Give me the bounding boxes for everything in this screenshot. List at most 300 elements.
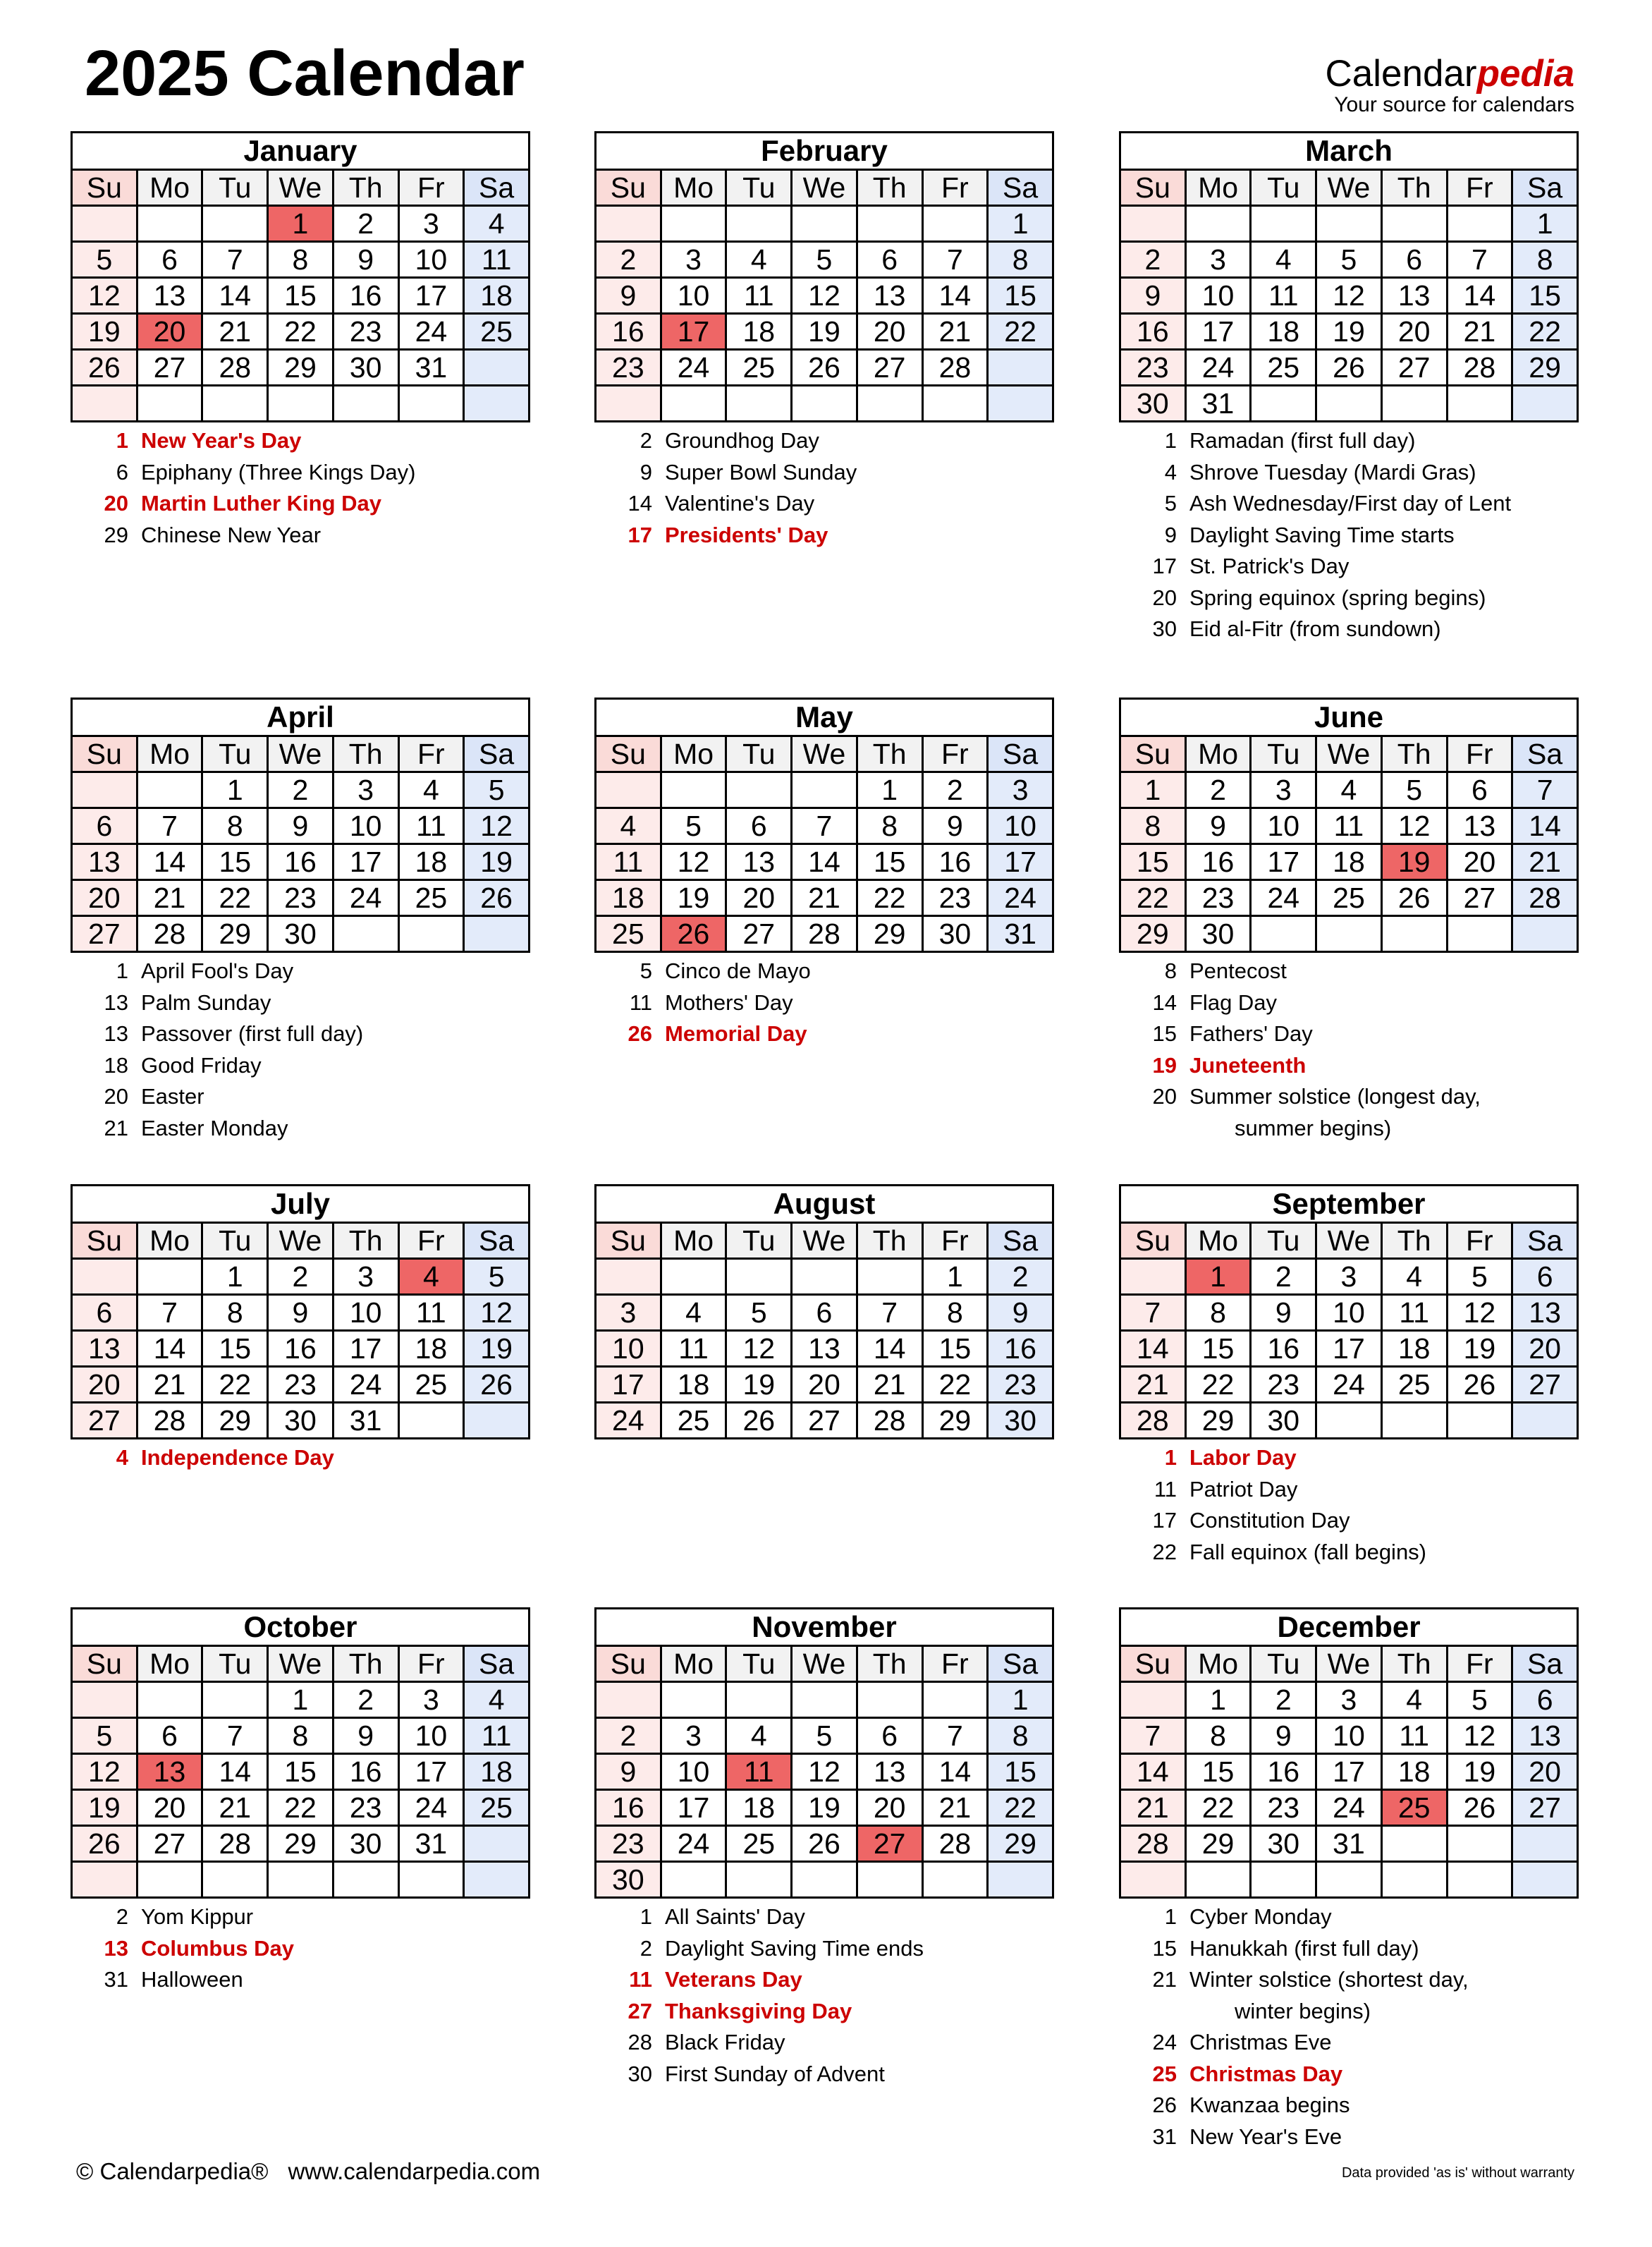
day-cell[interactable]: 20 [857, 1790, 922, 1826]
day-cell[interactable]: 25 [1381, 1367, 1447, 1403]
day-cell[interactable]: 19 [1447, 1331, 1512, 1367]
day-cell[interactable]: 22 [988, 1790, 1053, 1826]
day-cell[interactable]: 7 [137, 1295, 202, 1331]
day-cell[interactable]: 1 [988, 1682, 1053, 1718]
day-cell[interactable]: 24 [1251, 880, 1316, 916]
day-cell[interactable]: 2 [922, 772, 988, 808]
day-cell[interactable]: 22 [1120, 880, 1186, 916]
day-cell[interactable]: 13 [726, 844, 792, 880]
day-cell[interactable]: 22 [1185, 1790, 1251, 1826]
day-cell[interactable]: 14 [922, 278, 988, 314]
day-cell[interactable]: 5 [72, 242, 137, 278]
day-cell[interactable]: 7 [1120, 1718, 1186, 1754]
day-cell[interactable]: 22 [202, 880, 268, 916]
day-cell[interactable]: 29 [202, 1403, 268, 1439]
day-cell[interactable]: 24 [1316, 1367, 1382, 1403]
day-cell[interactable]: 12 [464, 1295, 530, 1331]
day-cell[interactable]: 21 [1120, 1790, 1186, 1826]
day-cell[interactable]: 12 [72, 278, 137, 314]
day-cell[interactable]: 22 [857, 880, 922, 916]
day-cell[interactable]: 9 [333, 242, 398, 278]
day-cell[interactable]: 12 [1447, 1718, 1512, 1754]
day-cell[interactable]: 25 [596, 916, 661, 952]
day-cell[interactable]: 4 [726, 242, 792, 278]
day-cell[interactable]: 14 [137, 844, 202, 880]
day-cell[interactable]: 2 [333, 206, 398, 242]
day-cell[interactable]: 25 [726, 350, 792, 386]
day-cell[interactable]: 27 [726, 916, 792, 952]
day-cell[interactable]: 19 [464, 1331, 530, 1367]
day-cell[interactable]: 11 [1251, 278, 1316, 314]
day-cell[interactable]: 15 [202, 1331, 268, 1367]
day-cell[interactable]: 23 [1120, 350, 1186, 386]
day-cell[interactable]: 30 [596, 1862, 661, 1898]
day-cell[interactable]: 18 [726, 1790, 792, 1826]
day-cell[interactable]: 21 [792, 880, 857, 916]
day-cell[interactable]: 6 [137, 1718, 202, 1754]
day-cell[interactable]: 4 [1316, 772, 1382, 808]
footer-url-link[interactable]: www.calendarpedia.com [288, 2158, 541, 2184]
day-cell[interactable]: 3 [596, 1295, 661, 1331]
day-cell[interactable]: 23 [922, 880, 988, 916]
day-cell[interactable]: 14 [1512, 808, 1578, 844]
day-cell[interactable]: 11 [1316, 808, 1382, 844]
day-cell[interactable]: 5 [1447, 1259, 1512, 1295]
day-cell[interactable]: 28 [1447, 350, 1512, 386]
day-cell[interactable]: 1 [202, 1259, 268, 1295]
day-cell[interactable]: 20 [1381, 314, 1447, 350]
day-cell[interactable]: 11 [1381, 1718, 1447, 1754]
day-cell[interactable]: 21 [1447, 314, 1512, 350]
day-cell[interactable]: 4 [1381, 1682, 1447, 1718]
day-cell[interactable]: 27 [857, 1826, 922, 1862]
day-cell[interactable]: 6 [857, 1718, 922, 1754]
day-cell[interactable]: 25 [398, 880, 464, 916]
day-cell[interactable]: 8 [1512, 242, 1578, 278]
day-cell[interactable]: 16 [1251, 1754, 1316, 1790]
day-cell[interactable]: 17 [1316, 1754, 1382, 1790]
day-cell[interactable]: 3 [1316, 1682, 1382, 1718]
day-cell[interactable]: 15 [1185, 1754, 1251, 1790]
day-cell[interactable]: 20 [137, 1790, 202, 1826]
day-cell[interactable]: 13 [137, 1754, 202, 1790]
day-cell[interactable]: 8 [1185, 1295, 1251, 1331]
day-cell[interactable]: 20 [72, 880, 137, 916]
day-cell[interactable]: 14 [202, 1754, 268, 1790]
day-cell[interactable]: 11 [398, 1295, 464, 1331]
day-cell[interactable]: 9 [1120, 278, 1186, 314]
day-cell[interactable]: 17 [1316, 1331, 1382, 1367]
day-cell[interactable]: 15 [988, 278, 1053, 314]
day-cell[interactable]: 29 [1185, 1403, 1251, 1439]
brand-logo[interactable] [1325, 55, 1574, 116]
day-cell[interactable]: 18 [1251, 314, 1316, 350]
day-cell[interactable]: 20 [1512, 1331, 1578, 1367]
day-cell[interactable]: 4 [464, 206, 530, 242]
day-cell[interactable]: 7 [922, 1718, 988, 1754]
day-cell[interactable]: 4 [398, 1259, 464, 1295]
day-cell[interactable]: 26 [72, 1826, 137, 1862]
day-cell[interactable]: 13 [1447, 808, 1512, 844]
day-cell[interactable]: 4 [726, 1718, 792, 1754]
day-cell[interactable]: 28 [922, 1826, 988, 1862]
day-cell[interactable]: 28 [1120, 1403, 1186, 1439]
day-cell[interactable]: 8 [202, 808, 268, 844]
day-cell[interactable]: 18 [1316, 844, 1382, 880]
day-cell[interactable]: 2 [1251, 1682, 1316, 1718]
day-cell[interactable]: 26 [464, 880, 530, 916]
day-cell[interactable]: 6 [792, 1295, 857, 1331]
day-cell[interactable]: 27 [792, 1403, 857, 1439]
day-cell[interactable]: 24 [398, 314, 464, 350]
day-cell[interactable]: 13 [1512, 1295, 1578, 1331]
day-cell[interactable]: 28 [922, 350, 988, 386]
day-cell[interactable]: 27 [137, 1826, 202, 1862]
day-cell[interactable]: 15 [1512, 278, 1578, 314]
day-cell[interactable]: 17 [988, 844, 1053, 880]
day-cell[interactable]: 27 [72, 916, 137, 952]
day-cell[interactable]: 1 [268, 1682, 334, 1718]
day-cell[interactable]: 5 [661, 808, 726, 844]
day-cell[interactable]: 24 [988, 880, 1053, 916]
day-cell[interactable]: 30 [333, 1826, 398, 1862]
day-cell[interactable]: 7 [1120, 1295, 1186, 1331]
day-cell[interactable]: 9 [1251, 1295, 1316, 1331]
day-cell[interactable]: 7 [202, 242, 268, 278]
day-cell[interactable]: 28 [857, 1403, 922, 1439]
day-cell[interactable]: 3 [398, 1682, 464, 1718]
day-cell[interactable]: 24 [596, 1403, 661, 1439]
day-cell[interactable]: 3 [1251, 772, 1316, 808]
day-cell[interactable]: 5 [72, 1718, 137, 1754]
day-cell[interactable]: 4 [661, 1295, 726, 1331]
day-cell[interactable]: 16 [922, 844, 988, 880]
day-cell[interactable]: 30 [1120, 386, 1186, 422]
day-cell[interactable]: 19 [72, 1790, 137, 1826]
day-cell[interactable]: 26 [72, 350, 137, 386]
day-cell[interactable]: 10 [1251, 808, 1316, 844]
day-cell[interactable]: 25 [661, 1403, 726, 1439]
day-cell[interactable]: 3 [988, 772, 1053, 808]
day-cell[interactable]: 6 [857, 242, 922, 278]
day-cell[interactable]: 12 [726, 1331, 792, 1367]
day-cell[interactable]: 17 [661, 1790, 726, 1826]
day-cell[interactable]: 20 [726, 880, 792, 916]
day-cell[interactable]: 13 [72, 844, 137, 880]
day-cell[interactable]: 21 [922, 1790, 988, 1826]
day-cell[interactable]: 29 [268, 1826, 334, 1862]
day-cell[interactable]: 17 [398, 278, 464, 314]
day-cell[interactable]: 3 [398, 206, 464, 242]
day-cell[interactable]: 20 [137, 314, 202, 350]
day-cell[interactable]: 1 [1185, 1682, 1251, 1718]
day-cell[interactable]: 20 [857, 314, 922, 350]
day-cell[interactable]: 6 [1447, 772, 1512, 808]
day-cell[interactable]: 30 [1251, 1826, 1316, 1862]
day-cell[interactable]: 22 [988, 314, 1053, 350]
day-cell[interactable]: 1 [988, 206, 1053, 242]
day-cell[interactable]: 3 [333, 1259, 398, 1295]
day-cell[interactable]: 23 [1185, 880, 1251, 916]
day-cell[interactable]: 21 [1512, 844, 1578, 880]
day-cell[interactable]: 31 [1185, 386, 1251, 422]
day-cell[interactable]: 11 [661, 1331, 726, 1367]
day-cell[interactable]: 21 [922, 314, 988, 350]
day-cell[interactable]: 11 [596, 844, 661, 880]
day-cell[interactable]: 2 [988, 1259, 1053, 1295]
day-cell[interactable]: 27 [857, 350, 922, 386]
day-cell[interactable]: 1 [268, 206, 334, 242]
day-cell[interactable]: 5 [726, 1295, 792, 1331]
day-cell[interactable]: 21 [202, 1790, 268, 1826]
day-cell[interactable]: 7 [1512, 772, 1578, 808]
day-cell[interactable]: 24 [1185, 350, 1251, 386]
day-cell[interactable]: 17 [596, 1367, 661, 1403]
day-cell[interactable]: 10 [398, 242, 464, 278]
day-cell[interactable]: 17 [333, 1331, 398, 1367]
day-cell[interactable]: 12 [72, 1754, 137, 1790]
day-cell[interactable]: 13 [857, 278, 922, 314]
day-cell[interactable]: 13 [137, 278, 202, 314]
day-cell[interactable]: 20 [1447, 844, 1512, 880]
day-cell[interactable]: 7 [857, 1295, 922, 1331]
day-cell[interactable]: 27 [72, 1403, 137, 1439]
day-cell[interactable]: 9 [596, 1754, 661, 1790]
day-cell[interactable]: 22 [922, 1367, 988, 1403]
day-cell[interactable]: 25 [1316, 880, 1382, 916]
day-cell[interactable]: 24 [1316, 1790, 1382, 1826]
day-cell[interactable]: 14 [857, 1331, 922, 1367]
day-cell[interactable]: 16 [596, 1790, 661, 1826]
day-cell[interactable]: 15 [857, 844, 922, 880]
day-cell[interactable]: 31 [988, 916, 1053, 952]
day-cell[interactable]: 28 [137, 916, 202, 952]
day-cell[interactable]: 20 [72, 1367, 137, 1403]
day-cell[interactable]: 25 [1251, 350, 1316, 386]
day-cell[interactable]: 5 [1316, 242, 1382, 278]
day-cell[interactable]: 27 [1512, 1790, 1578, 1826]
day-cell[interactable]: 3 [661, 242, 726, 278]
day-cell[interactable]: 11 [464, 1718, 530, 1754]
day-cell[interactable]: 21 [1120, 1367, 1186, 1403]
day-cell[interactable]: 1 [202, 772, 268, 808]
day-cell[interactable]: 30 [988, 1403, 1053, 1439]
day-cell[interactable]: 16 [1120, 314, 1186, 350]
day-cell[interactable]: 16 [988, 1331, 1053, 1367]
day-cell[interactable]: 7 [792, 808, 857, 844]
day-cell[interactable]: 19 [792, 314, 857, 350]
day-cell[interactable]: 18 [464, 1754, 530, 1790]
day-cell[interactable]: 10 [661, 1754, 726, 1790]
day-cell[interactable]: 12 [464, 808, 530, 844]
day-cell[interactable]: 22 [1185, 1367, 1251, 1403]
day-cell[interactable]: 15 [202, 844, 268, 880]
day-cell[interactable]: 1 [1120, 772, 1186, 808]
day-cell[interactable]: 29 [268, 350, 334, 386]
day-cell[interactable]: 2 [1120, 242, 1186, 278]
day-cell[interactable]: 23 [596, 1826, 661, 1862]
day-cell[interactable]: 19 [792, 1790, 857, 1826]
day-cell[interactable]: 6 [137, 242, 202, 278]
day-cell[interactable]: 1 [922, 1259, 988, 1295]
day-cell[interactable]: 4 [1381, 1259, 1447, 1295]
day-cell[interactable]: 2 [1185, 772, 1251, 808]
day-cell[interactable]: 13 [1512, 1718, 1578, 1754]
day-cell[interactable]: 19 [1447, 1754, 1512, 1790]
day-cell[interactable]: 4 [398, 772, 464, 808]
day-cell[interactable]: 6 [1512, 1682, 1578, 1718]
day-cell[interactable]: 29 [1185, 1826, 1251, 1862]
day-cell[interactable]: 21 [137, 880, 202, 916]
day-cell[interactable]: 16 [1251, 1331, 1316, 1367]
day-cell[interactable]: 10 [596, 1331, 661, 1367]
day-cell[interactable]: 6 [1512, 1259, 1578, 1295]
day-cell[interactable]: 5 [1447, 1682, 1512, 1718]
day-cell[interactable]: 31 [1316, 1826, 1382, 1862]
day-cell[interactable]: 16 [333, 1754, 398, 1790]
day-cell[interactable]: 12 [661, 844, 726, 880]
day-cell[interactable]: 10 [333, 1295, 398, 1331]
day-cell[interactable]: 23 [1251, 1367, 1316, 1403]
day-cell[interactable]: 8 [1120, 808, 1186, 844]
day-cell[interactable]: 14 [1447, 278, 1512, 314]
day-cell[interactable]: 4 [464, 1682, 530, 1718]
day-cell[interactable]: 9 [988, 1295, 1053, 1331]
day-cell[interactable]: 26 [661, 916, 726, 952]
day-cell[interactable]: 19 [661, 880, 726, 916]
day-cell[interactable]: 9 [1185, 808, 1251, 844]
day-cell[interactable]: 24 [661, 1826, 726, 1862]
day-cell[interactable]: 11 [726, 278, 792, 314]
day-cell[interactable]: 8 [922, 1295, 988, 1331]
day-cell[interactable]: 30 [1251, 1403, 1316, 1439]
day-cell[interactable]: 26 [464, 1367, 530, 1403]
day-cell[interactable]: 28 [1120, 1826, 1186, 1862]
day-cell[interactable]: 14 [1120, 1754, 1186, 1790]
day-cell[interactable]: 10 [1185, 278, 1251, 314]
day-cell[interactable]: 22 [202, 1367, 268, 1403]
day-cell[interactable]: 21 [202, 314, 268, 350]
day-cell[interactable]: 14 [137, 1331, 202, 1367]
day-cell[interactable]: 7 [1447, 242, 1512, 278]
day-cell[interactable]: 26 [726, 1403, 792, 1439]
day-cell[interactable]: 14 [792, 844, 857, 880]
day-cell[interactable]: 26 [792, 350, 857, 386]
day-cell[interactable]: 23 [333, 1790, 398, 1826]
day-cell[interactable]: 18 [726, 314, 792, 350]
day-cell[interactable]: 15 [268, 1754, 334, 1790]
day-cell[interactable]: 16 [1185, 844, 1251, 880]
day-cell[interactable]: 24 [333, 1367, 398, 1403]
day-cell[interactable]: 29 [1512, 350, 1578, 386]
day-cell[interactable]: 18 [596, 880, 661, 916]
day-cell[interactable]: 1 [1512, 206, 1578, 242]
day-cell[interactable]: 24 [398, 1790, 464, 1826]
day-cell[interactable]: 8 [988, 242, 1053, 278]
day-cell[interactable]: 22 [1512, 314, 1578, 350]
day-cell[interactable]: 2 [268, 772, 334, 808]
day-cell[interactable]: 25 [464, 1790, 530, 1826]
day-cell[interactable]: 15 [268, 278, 334, 314]
day-cell[interactable]: 17 [661, 314, 726, 350]
day-cell[interactable]: 9 [596, 278, 661, 314]
day-cell[interactable]: 27 [137, 350, 202, 386]
day-cell[interactable]: 9 [268, 808, 334, 844]
day-cell[interactable]: 28 [137, 1403, 202, 1439]
day-cell[interactable]: 15 [1185, 1331, 1251, 1367]
day-cell[interactable]: 13 [792, 1331, 857, 1367]
day-cell[interactable]: 26 [1381, 880, 1447, 916]
day-cell[interactable]: 25 [1381, 1790, 1447, 1826]
day-cell[interactable]: 3 [661, 1718, 726, 1754]
day-cell[interactable]: 5 [1381, 772, 1447, 808]
day-cell[interactable]: 7 [202, 1718, 268, 1754]
day-cell[interactable]: 10 [1316, 1718, 1382, 1754]
day-cell[interactable]: 8 [988, 1718, 1053, 1754]
day-cell[interactable]: 8 [202, 1295, 268, 1331]
day-cell[interactable]: 17 [398, 1754, 464, 1790]
day-cell[interactable]: 3 [1185, 242, 1251, 278]
day-cell[interactable]: 23 [268, 1367, 334, 1403]
day-cell[interactable]: 14 [202, 278, 268, 314]
day-cell[interactable]: 28 [202, 350, 268, 386]
day-cell[interactable]: 27 [1512, 1367, 1578, 1403]
day-cell[interactable]: 19 [726, 1367, 792, 1403]
day-cell[interactable]: 5 [464, 772, 530, 808]
day-cell[interactable]: 28 [202, 1826, 268, 1862]
day-cell[interactable]: 30 [922, 916, 988, 952]
day-cell[interactable]: 11 [1381, 1295, 1447, 1331]
day-cell[interactable]: 9 [333, 1718, 398, 1754]
day-cell[interactable]: 24 [661, 350, 726, 386]
day-cell[interactable]: 29 [1120, 916, 1186, 952]
day-cell[interactable]: 28 [792, 916, 857, 952]
day-cell[interactable]: 13 [72, 1331, 137, 1367]
day-cell[interactable]: 27 [1381, 350, 1447, 386]
day-cell[interactable]: 8 [268, 242, 334, 278]
day-cell[interactable]: 23 [268, 880, 334, 916]
day-cell[interactable]: 3 [333, 772, 398, 808]
day-cell[interactable]: 12 [1447, 1295, 1512, 1331]
day-cell[interactable]: 23 [988, 1367, 1053, 1403]
day-cell[interactable]: 9 [922, 808, 988, 844]
day-cell[interactable]: 18 [464, 278, 530, 314]
day-cell[interactable]: 4 [596, 808, 661, 844]
day-cell[interactable]: 18 [398, 844, 464, 880]
day-cell[interactable]: 12 [792, 1754, 857, 1790]
day-cell[interactable]: 11 [726, 1754, 792, 1790]
day-cell[interactable]: 29 [202, 916, 268, 952]
day-cell[interactable]: 13 [1381, 278, 1447, 314]
day-cell[interactable]: 29 [857, 916, 922, 952]
day-cell[interactable]: 6 [1381, 242, 1447, 278]
day-cell[interactable]: 7 [137, 808, 202, 844]
day-cell[interactable]: 1 [857, 772, 922, 808]
day-cell[interactable]: 17 [1251, 844, 1316, 880]
day-cell[interactable]: 18 [1381, 1754, 1447, 1790]
day-cell[interactable]: 10 [661, 278, 726, 314]
day-cell[interactable]: 5 [464, 1259, 530, 1295]
day-cell[interactable]: 19 [464, 844, 530, 880]
day-cell[interactable]: 15 [922, 1331, 988, 1367]
day-cell[interactable]: 18 [661, 1367, 726, 1403]
day-cell[interactable]: 9 [268, 1295, 334, 1331]
day-cell[interactable]: 5 [792, 1718, 857, 1754]
day-cell[interactable]: 31 [333, 1403, 398, 1439]
day-cell[interactable]: 2 [596, 1718, 661, 1754]
day-cell[interactable]: 29 [988, 1826, 1053, 1862]
day-cell[interactable]: 24 [333, 880, 398, 916]
